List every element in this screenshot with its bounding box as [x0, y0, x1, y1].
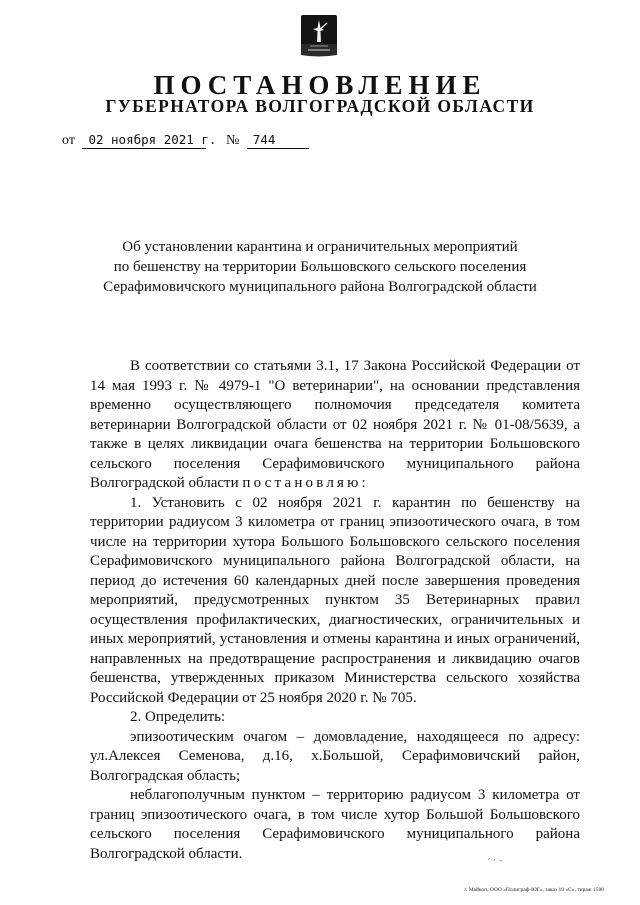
volgograd-coat-of-arms-icon [300, 14, 338, 58]
scan-artifact-mark [486, 855, 506, 863]
preamble-text: В соответствии со статьями 3.1, 17 Закона Российской Федерации от 14 мая 1993 г. № 4979-1 "О ветеринарии", на основании представления временно осуществляющего полномочия председателя комитета ветеринарии Волгоградской области от 02 ноября 2021 г. № 01-08/5639, а также в целях ликвидации очага бешенства на территории Большовского сельского поселения Серафимовичского муниципального района Волгоградской области [90, 358, 580, 491]
document-number: 744 [247, 132, 309, 149]
document-meta-row [62, 131, 309, 151]
preamble-paragraph [90, 357, 580, 494]
document-type-title: ПОСТАНОВЛЕНИЕ [153, 70, 487, 100]
subject-line: Серафимовичского муниципального района Волгоградской области [103, 279, 537, 295]
document-body [90, 357, 580, 864]
subject-line: по бешенству на территории Большовского сельского поселения [113, 259, 527, 275]
issuer-title: ГУБЕРНАТОРА ВОЛГОГРАДСКОЙ ОБЛАСТИ [105, 96, 535, 116]
subject-line: Об установлении карантина и ограничительных мероприятий [122, 239, 518, 255]
date-prefix: от [62, 133, 75, 148]
resolve-word: постановляю: [242, 475, 369, 491]
item-2b-paragraph: неблагополучным пунктом – территорию радиусом 3 километра от границ эпизоотического очага, в том числе хутор Большой Большовского сельского поселения Серафимовичского муниципального района Волгоградской области. [90, 787, 580, 862]
print-note: г. Майкоп, ООО «Полиграф-ЮГ», заказ 10 «С», тираж 1500 [464, 887, 604, 893]
number-prefix: № [225, 133, 240, 148]
item-2-heading: 2. Определить: [130, 709, 226, 725]
item-1-paragraph: 1. Установить с 02 ноября 2021 г. карантин по бешенству на территории радиусом 3 километра от границ эпизоотического очага, в том числе на территории хутора Большого Большовского сельского поселения Серафимовичского муниципального района Волгоградской области, на период до истечения 60 календарных дней после завершения проведения мероприятий, предусмотренных пунктом 35 Ветеринарных правил осуществления профилактических, диагностических, ограничительных и иных мероприятий, установления и отмены карантина и иных ограничений, направленных на предотвращение распространения и ликвидацию очагов бешенства, утвержденных приказом Министерства сельского хозяйства Российской Федерации от 25 ноября 2020 г. № 705. [90, 494, 580, 706]
document-subject [0, 237, 640, 297]
document-date: 02 ноября 2021 г. [82, 132, 206, 149]
item-2a-paragraph: эпизоотическим очагом – домовладение, находящееся по адресу: ул.Алексея Семенова, д.16, х.Большой, Серафимовичский район, Волгоградская область; [90, 728, 580, 784]
